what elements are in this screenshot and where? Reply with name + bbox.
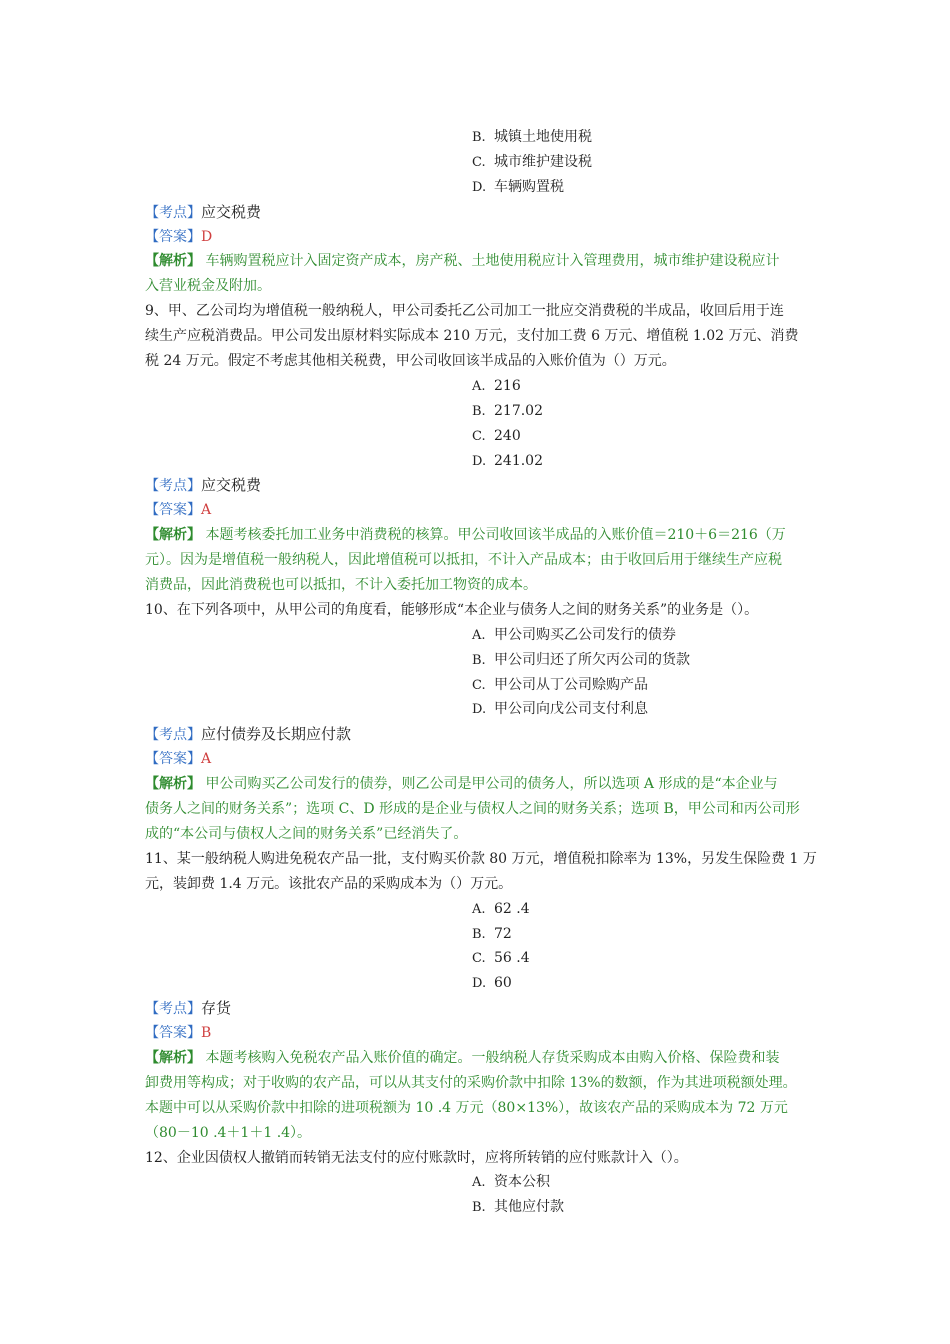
option-line xyxy=(145,922,810,947)
option-text: 资本公积 xyxy=(494,1174,550,1191)
answer-tag: 【答案】 xyxy=(145,751,201,768)
explanation-tag: 【解析】 xyxy=(145,527,201,544)
answer-value: A xyxy=(201,751,212,768)
explanation-text: 本题中可以从采购价款中扣除的进项税额为 10 .4 万元（80×13%），故该农产品的采购成本为 72 万元 xyxy=(145,1099,788,1116)
option-text: 216 xyxy=(494,377,521,394)
question-text: 税 24 万元。假定不考虑其他相关税费，甲公司收回该半成品的入账价值为（）万元。 xyxy=(145,353,676,370)
option-line xyxy=(145,623,810,648)
option-letter: C. xyxy=(472,428,486,444)
option-letter: D. xyxy=(472,976,487,992)
option-text: 城市维护建设税 xyxy=(494,153,592,170)
option-letter: B. xyxy=(472,652,486,668)
explanation-line xyxy=(145,573,810,598)
option-text: 60 xyxy=(494,975,512,992)
option-line xyxy=(145,399,810,424)
explanation-text: 元）。因为是增值税一般纳税人，因此增值税可以抵扣，不计入产品成本；由于收回后用于继续生产应税 xyxy=(145,552,782,569)
option-line xyxy=(145,150,810,175)
explanation-text: 本题考核委托加工业务中消费税的核算。甲公司收回该半成品的入账价值＝210＋6＝216（万 xyxy=(201,527,786,544)
key-point-text: 应交税费 xyxy=(201,202,262,221)
explanation-text: 车辆购置税应计入固定资产成本，房产税、土地使用税应计入管理费用，城市维护建设税应计 xyxy=(201,253,780,270)
option-line xyxy=(145,424,810,449)
question-line xyxy=(145,598,810,623)
option-line xyxy=(145,1170,810,1195)
option-text: 甲公司从丁公司赊购产品 xyxy=(494,676,648,693)
question-text: 续生产应税消费品。甲公司发出原材料实际成本 210 万元，支付加工费 6 万元、增值税 1.02 万元、消费 xyxy=(145,328,799,345)
key-point-tag: 【考点】 xyxy=(145,1001,201,1018)
option-line xyxy=(145,946,810,971)
explanation-text: 债务人之间的财务关系”；选项 C、D 形成的是企业与债权人之间的财务关系；选项 B，甲公司和丙公司形 xyxy=(145,801,800,818)
option-line xyxy=(145,697,810,722)
explanation-line xyxy=(145,772,810,797)
explanation-text: 甲公司购买乙公司发行的债券，则乙公司是甲公司的债务人，所以选项 A 形成的是“本企业与 xyxy=(201,776,778,793)
explanation-text: （80－10 .4＋1＋1 .4）。 xyxy=(145,1124,312,1141)
explanation-text: 本题考核购入免税农产品入账价值的确定。一般纳税人存货采购成本由购入价格、保险费和装 xyxy=(201,1049,780,1066)
question-line xyxy=(145,324,810,349)
option-letter: A. xyxy=(472,627,486,643)
question-line xyxy=(145,299,810,324)
option-letter: C. xyxy=(472,951,486,967)
key-point-line xyxy=(145,722,810,747)
answer-line xyxy=(145,498,810,523)
option-line xyxy=(145,125,810,150)
key-point-line xyxy=(145,473,810,498)
explanation-line xyxy=(145,1046,810,1071)
explanation-tag: 【解析】 xyxy=(145,253,201,270)
explanation-tag: 【解析】 xyxy=(145,776,201,793)
explanation-line xyxy=(145,797,810,822)
explanation-line xyxy=(145,1096,810,1121)
option-line xyxy=(145,175,810,200)
question-text: 11、某一般纳税人购进免税农产品一批，支付购买价款 80 万元，增值税扣除率为 13%，另发生保险费 1 万 xyxy=(145,850,817,867)
option-letter: B. xyxy=(472,926,486,942)
option-text: 241.02 xyxy=(494,452,543,469)
option-line xyxy=(145,648,810,673)
explanation-line xyxy=(145,1121,810,1146)
option-text: 其他应付款 xyxy=(494,1199,564,1216)
option-text: 甲公司归还了所欠丙公司的货款 xyxy=(494,651,690,668)
question-text: 10、在下列各项中，从甲公司的角度看，能够形成“本企业与债务人之间的财务关系”的业务是（）。 xyxy=(145,601,759,618)
option-line xyxy=(145,971,810,996)
explanation-tag: 【解析】 xyxy=(145,1049,201,1066)
key-point-text: 存货 xyxy=(201,999,232,1018)
option-text: 甲公司购买乙公司发行的债券 xyxy=(494,626,676,643)
option-letter: A. xyxy=(472,1175,486,1191)
answer-value: D xyxy=(201,228,213,245)
explanation-line xyxy=(145,274,810,299)
answer-tag: 【答案】 xyxy=(145,1025,201,1042)
option-text: 车辆购置税 xyxy=(494,178,564,195)
option-letter: D. xyxy=(472,179,487,195)
key-point-line xyxy=(145,200,810,225)
explanation-line xyxy=(145,822,810,847)
question-line xyxy=(145,1146,810,1171)
option-line xyxy=(145,897,810,922)
explanation-line xyxy=(145,523,810,548)
option-line xyxy=(145,449,810,474)
option-text: 62 .4 xyxy=(494,900,530,917)
option-letter: B. xyxy=(472,1200,486,1216)
option-text: 240 xyxy=(494,427,521,444)
answer-line xyxy=(145,1021,810,1046)
option-letter: B. xyxy=(472,403,486,419)
question-line xyxy=(145,349,810,374)
answer-tag: 【答案】 xyxy=(145,228,201,245)
question-text: 12、企业因债权人撤销而转销无法支付的应付账款时，应将所转销的应付账款计入（）。 xyxy=(145,1149,688,1166)
explanation-text: 成的“本公司与债权人之间的财务关系”已经消失了。 xyxy=(145,825,468,842)
option-text: 甲公司向戊公司支付利息 xyxy=(494,701,648,718)
option-letter: D. xyxy=(472,702,487,718)
key-point-tag: 【考点】 xyxy=(145,478,201,495)
option-letter: C. xyxy=(472,154,486,170)
key-point-line xyxy=(145,996,810,1021)
option-letter: A. xyxy=(472,378,486,394)
answer-value: A xyxy=(201,502,212,519)
explanation-line xyxy=(145,548,810,573)
key-point-tag: 【考点】 xyxy=(145,204,201,221)
key-point-text: 应交税费 xyxy=(201,476,262,495)
answer-value: B xyxy=(201,1025,212,1042)
option-letter: A. xyxy=(472,901,486,917)
question-line xyxy=(145,872,810,897)
answer-line xyxy=(145,747,810,772)
option-letter: B. xyxy=(472,130,486,145)
option-line xyxy=(145,374,810,399)
key-point-text: 应付债券及长期应付款 xyxy=(201,725,352,744)
option-letter: D. xyxy=(472,453,487,469)
option-text: 56 .4 xyxy=(494,950,530,967)
explanation-text: 消费品，因此消费税也可以抵扣，不计入委托加工物资的成本。 xyxy=(145,577,537,594)
option-text: 城镇土地使用税 xyxy=(494,129,592,145)
explanation-line xyxy=(145,249,810,274)
answer-tag: 【答案】 xyxy=(145,502,201,519)
explanation-text: 入营业税金及附加。 xyxy=(145,278,271,295)
answer-line xyxy=(145,225,810,250)
option-letter: C. xyxy=(472,677,486,693)
explanation-text: 卸费用等构成；对于收购的农产品，可以从其支付的采购价款中扣除 13%的数额，作为其进项税额处理。 xyxy=(145,1074,797,1091)
explanation-line xyxy=(145,1071,810,1096)
document-page xyxy=(145,125,817,1220)
option-line xyxy=(145,673,810,698)
option-line xyxy=(145,1195,810,1220)
option-text: 72 xyxy=(494,925,512,942)
question-text: 9、甲、乙公司均为增值税一般纳税人，甲公司委托乙公司加工一批应交消费税的半成品，收回后用于连 xyxy=(145,303,784,320)
key-point-tag: 【考点】 xyxy=(145,727,201,744)
question-line xyxy=(145,847,817,872)
option-text: 217.02 xyxy=(494,402,543,419)
question-text: 元，装卸费 1.4 万元。该批农产品的采购成本为（）万元。 xyxy=(145,875,513,892)
